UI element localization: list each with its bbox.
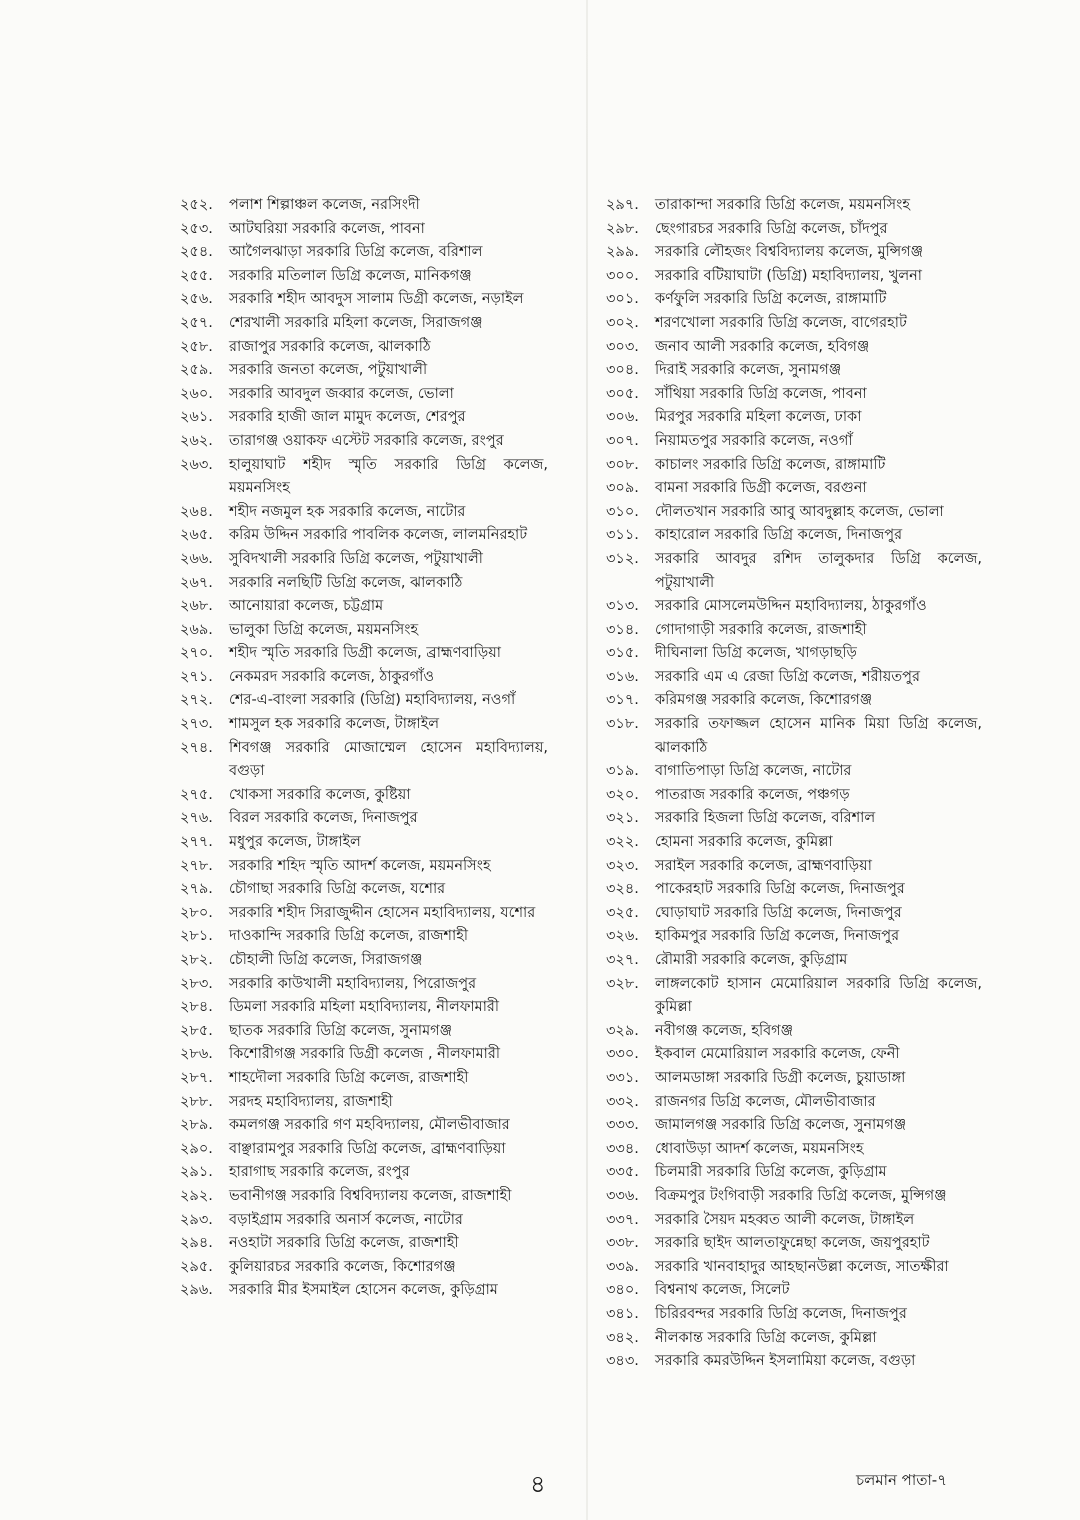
college-name: ঘোড়াঘাট সরকারি ডিগ্রি কলেজ, দিনাজপুর (655, 904, 902, 921)
item-number: ৩৩২. (606, 1093, 639, 1110)
college-name: শিবগঞ্জ সরকারি মোজাম্মেল হোসেন মহাবিদ্যালয়, বগুড়া (229, 739, 548, 780)
college-name: দাওকান্দি সরকারি ডিগ্রি কলেজ, রাজশাহী (229, 928, 468, 945)
list-item (606, 855, 982, 879)
item-number: ৩০২. (606, 314, 639, 331)
list-item (180, 1232, 548, 1256)
list-item (180, 831, 548, 855)
college-name: কাহারোল সরকারি ডিগ্রি কলেজ, দিনাজপুর (655, 527, 903, 544)
list-item (606, 949, 982, 973)
college-name: নিয়ামতপুর সরকারি কলেজ, নওগাঁ (655, 432, 853, 449)
item-number: ২৯০. (180, 1140, 213, 1157)
college-name: সরাইল সরকারি কলেজ, ব্রাহ্মণবাড়িয়া (655, 857, 872, 874)
list-item (180, 784, 548, 808)
college-name: সরকারি কমরউদ্দিন ইসলামিয়া কলেজ, বগুড়া (655, 1353, 916, 1370)
college-name: বড়াইগ্রাম সরকারি অনার্স কলেজ, নাটোর (229, 1211, 463, 1228)
list-item (180, 1020, 548, 1044)
item-number: ৩৩১. (606, 1069, 639, 1086)
item-number: ৩০০. (606, 267, 639, 284)
list-item (606, 619, 982, 643)
item-number: ২৮১. (180, 928, 213, 945)
college-name: বামনা সরকারি ডিগ্রী কলেজ, বরগুনা (655, 480, 867, 497)
list-item (180, 619, 548, 643)
college-name: ছাতক সরকারি ডিগ্রি কলেজ, সুনামগঞ্জ (229, 1022, 453, 1039)
college-name: চৌগাছা সরকারি ডিগ্রি কলেজ, যশোর (229, 881, 446, 898)
list-item (606, 1043, 982, 1067)
item-number: ৩২২. (606, 834, 639, 851)
list-item (606, 312, 982, 336)
college-name: হাকিমপুর সরকারি ডিগ্রি কলেজ, দিনাজপুর (655, 928, 900, 945)
college-name: সরকারি জনতা কলেজ, পটুয়াখালী (229, 362, 428, 379)
college-name: ভবানীগঞ্জ সরকারি বিশ্ববিদ্যালয় কলেজ, রাজশাহী (229, 1187, 512, 1204)
list-item (180, 572, 548, 596)
list-item (606, 1256, 982, 1280)
college-name: হারাগাছ সরকারি কলেজ, রংপুর (229, 1164, 410, 1181)
list-item (180, 1067, 548, 1091)
list-item (606, 406, 982, 430)
list-item (180, 902, 548, 926)
item-number: ৩৩৮. (606, 1235, 639, 1252)
college-name: জনাব আলী সরকারি কলেজ, হবিগঞ্জ (655, 338, 870, 355)
list-item (180, 312, 548, 336)
item-number: ৩২৪. (606, 881, 639, 898)
item-number: ২৭৭. (180, 834, 213, 851)
list-item (180, 1043, 548, 1067)
list-item (180, 713, 548, 737)
item-number: ৩০৭. (606, 432, 639, 449)
college-name: তারাগঞ্জ ওয়াকফ এস্টেট সরকারি কলেজ, রংপুর (229, 432, 504, 449)
list-item (180, 1114, 548, 1138)
item-number: ৩১৮. (606, 716, 639, 733)
item-number: ৩০৩. (606, 338, 639, 355)
item-number: ২৬৮. (180, 598, 213, 615)
college-name: শহীদ নজমুল হক সরকারি কলেজ, নাটোর (229, 503, 466, 520)
college-name: চৌহালী ডিগ্রি কলেজ, সিরাজগঞ্জ (229, 952, 423, 968)
college-name: কিশোরীগঞ্জ সরকারি ডিগ্রী কলেজ , নীলফামারী (229, 1046, 500, 1063)
college-name: ছেংগারচর সরকারি ডিগ্রি কলেজ, চাঁদপুর (655, 220, 888, 237)
list-item (606, 1303, 982, 1327)
list-item (606, 454, 982, 478)
item-number: ৩৪০. (606, 1282, 639, 1299)
list-item (606, 548, 982, 595)
item-number: ২৭১. (180, 668, 213, 685)
college-name: মধুপুর কলেজ, টাঙ্গাইল (229, 834, 361, 851)
item-number: ২৯৪. (180, 1235, 213, 1252)
list-item (180, 925, 548, 949)
college-name: শহীদ স্মৃতি সরকারি ডিগ্রী কলেজ, ব্রাহ্মণবাড়িয়া (229, 645, 501, 662)
college-name: সরকারি আবদুল জব্বার কলেজ, ভোলা (229, 385, 454, 402)
item-number: ৩৪২. (606, 1329, 639, 1346)
item-number: ২৬৩. (180, 456, 213, 473)
list-item (606, 973, 982, 1020)
item-number: ২৮০. (180, 904, 213, 921)
college-name: সুবিদখালী সরকারি ডিগ্রি কলেজ, পটুয়াখালী (229, 550, 483, 567)
item-number: ৩২০. (606, 786, 639, 803)
college-name: শামসুল হক সরকারি কলেজ, টাঙ্গাইল (229, 716, 440, 733)
item-number: ৩২৩. (606, 857, 639, 874)
list-item (606, 430, 982, 454)
item-number: ৩৩৬. (606, 1187, 639, 1204)
college-name: কমলগঞ্জ সরকারি গণ মহবিদ্যালয়, মৌলভীবাজার (229, 1117, 510, 1134)
college-name: নওহাটা সরকারি ডিগ্রি কলেজ, রাজশাহী (229, 1235, 459, 1252)
college-name: নীলকান্ত সরকারি ডিগ্রি কলেজ, কুমিল্লা (655, 1329, 877, 1346)
item-number: ২৫৭. (180, 314, 213, 331)
list-item (606, 1232, 982, 1256)
list-item (606, 1209, 982, 1233)
list-item (606, 784, 982, 808)
list-item (606, 902, 982, 926)
item-number: ২৭৫. (180, 786, 213, 803)
list-item (180, 1185, 548, 1209)
college-name: শাহদৌলা সরকারি ডিগ্রি কলেজ, রাজশাহী (229, 1069, 469, 1086)
list-item (180, 855, 548, 879)
item-number: ২৮৩. (180, 975, 213, 992)
item-number: ২৮৬. (180, 1046, 213, 1063)
page-number: ৪ (530, 1470, 546, 1498)
college-name: আটঘরিয়া সরকারি কলেজ, পাবনা (229, 220, 425, 237)
list-item (606, 383, 982, 407)
list-item (180, 949, 548, 973)
item-number: ৩২৭. (606, 952, 639, 968)
item-number: ২৮৯. (180, 1117, 213, 1134)
item-number: ৩২৮. (606, 975, 639, 992)
list-item (180, 359, 548, 383)
list-item (180, 666, 548, 690)
list-item (606, 925, 982, 949)
college-name: বাঞ্ছারামপুর সরকারি ডিগ্রি কলেজ, ব্রাহ্মণবাড়িয়া (229, 1140, 506, 1157)
list-item (606, 1067, 982, 1091)
college-name: শেরখালী সরকারি মহিলা কলেজ, সিরাজগঞ্জ (229, 314, 483, 331)
list-item (606, 1350, 982, 1374)
list-item (606, 1279, 982, 1303)
item-number: ২৮৫. (180, 1022, 213, 1039)
item-number: ২৫৮. (180, 338, 213, 355)
item-number: ৩১১. (606, 527, 639, 544)
college-name: পলাশ শিল্পাঞ্চল কলেজ, নরসিংদী (229, 197, 420, 213)
college-name: কাচালং সরকারি ডিগ্রি কলেজ, রাঙ্গামাটি (655, 456, 886, 473)
list-item (180, 241, 548, 265)
list-item (606, 642, 982, 666)
item-number: ২৭২. (180, 692, 213, 709)
list-item (180, 1138, 548, 1162)
college-name: আলমডাঙ্গা সরকারি ডিগ্রী কলেজ, চুয়াডাঙ্গা (655, 1069, 906, 1086)
item-number: ২৭০. (180, 645, 213, 662)
item-number: ২৬৯. (180, 621, 213, 638)
list-item (606, 1114, 982, 1138)
list-item (606, 359, 982, 383)
college-name: হালুয়াঘাট শহীদ স্মৃতি সরকারি ডিগ্রি কলেজ, ময়মনসিংহ (229, 456, 548, 497)
college-name: সরকারি তফাজ্জল হোসেন মানিক মিয়া ডিগ্রি কলেজ, ঝালকাঠি (655, 716, 982, 756)
item-number: ২৯৬. (180, 1282, 213, 1299)
item-number: ৩৩৩. (606, 1117, 639, 1134)
list-item (180, 642, 548, 666)
list-item (180, 265, 548, 289)
college-name: সরকারি আবদুর রশিদ তালুকদার ডিগ্রি কলেজ, পটুয়াখালী (655, 550, 982, 591)
item-number: ৩৪১. (606, 1305, 639, 1322)
list-item (180, 1256, 548, 1280)
list-item (180, 501, 548, 525)
list-item (180, 454, 548, 501)
item-number: ৩১২. (606, 550, 639, 567)
list-item (606, 807, 982, 831)
item-number: ২৭৪. (180, 739, 213, 756)
college-name: আগৈলঝাড়া সরকারি ডিগ্রি কলেজ, বরিশাল (229, 244, 483, 261)
list-item (606, 713, 982, 760)
college-name: সরকারি বটিয়াঘাটা (ডিগ্রি) মহাবিদ্যালয়, খুলনা (655, 267, 922, 284)
college-name: ধোবাউড়া আদর্শ কলেজ, ময়মনসিংহ (655, 1140, 864, 1157)
item-number: ২৬৬. (180, 550, 213, 567)
college-name: সরকারি মোসলেমউদ্দিন মহাবিদ্যালয়, ঠাকুরগাঁও (655, 598, 927, 615)
college-name: দিরাই সরকারি কলেজ, সুনামগঞ্জ (655, 362, 842, 379)
item-number: ৩০৫. (606, 385, 639, 402)
item-number: ২৬১. (180, 409, 213, 426)
page-fold-shadow (586, 0, 588, 1520)
list-item (606, 288, 982, 312)
college-name: গোদাগাড়ী সরকারি কলেজ, রাজশাহী (655, 621, 867, 638)
item-number: ৩২৫. (606, 904, 639, 921)
list-item (606, 218, 982, 242)
item-number: ২৫৫. (180, 267, 213, 284)
college-name: ডিমলা সরকারি মহিলা মহাবিদ্যালয়, নীলফামারী (229, 999, 500, 1016)
list-item (180, 878, 548, 902)
list-item (180, 406, 548, 430)
item-number: ২৮৪. (180, 999, 213, 1016)
item-number: ৩১৪. (606, 621, 639, 638)
item-number: ৩৩৫. (606, 1164, 639, 1181)
list-item (180, 807, 548, 831)
list-item (180, 1209, 548, 1233)
item-number: ৩০৪. (606, 362, 639, 379)
college-name: দৌলতখান সরকারি আবু আবদুল্লাহ কলেজ, ভোলা (655, 503, 944, 520)
list-item (180, 336, 548, 360)
continued-page-label: চলমান পাতা-৭ (856, 1471, 947, 1489)
college-name: কর্ণফুলি সরকারি ডিগ্রি কলেজ, রাঙ্গামাটি (655, 291, 887, 308)
item-number: ২৬৫. (180, 527, 213, 544)
list-item (606, 501, 982, 525)
college-name: ইকবাল মেমোরিয়াল সরকারি কলেজ, ফেনী (655, 1046, 900, 1063)
college-name: দীঘিনালা ডিগ্রি কলেজ, খাগড়াছড়ি (655, 645, 857, 662)
item-number: ২৬০. (180, 385, 213, 402)
item-number: ৩২১. (606, 810, 639, 827)
list-item (606, 1138, 982, 1162)
list-item (606, 831, 982, 855)
college-name: সরকারি লৌহজং বিশ্ববিদ্যালয় কলেজ, মুন্সিগঞ্জ (655, 244, 924, 261)
college-name: সরকারি এম এ রেজা ডিগ্রি কলেজ, শরীয়তপুর (655, 668, 920, 685)
item-number: ৩০৬. (606, 409, 639, 426)
college-name: করিমগঞ্জ সরকারি কলেজ, কিশোরগঞ্জ (655, 692, 873, 709)
list-item (606, 595, 982, 619)
item-number: ২৯২. (180, 1187, 213, 1204)
college-name: তারাকান্দা সরকারি ডিগ্রি কলেজ, ময়মনসিংহ (655, 197, 910, 213)
list-item (606, 1091, 982, 1115)
item-number: ২৭৯. (180, 881, 213, 898)
list-item (606, 265, 982, 289)
college-name: আনোয়ারা কলেজ, চট্টগ্রাম (229, 598, 384, 615)
list-item (606, 241, 982, 265)
item-number: ২৬২. (180, 432, 213, 449)
list-item (180, 288, 548, 312)
college-name: সরকারি মীর ইসমাইল হোসেন কলেজ, কুড়িগ্রাম (229, 1282, 498, 1299)
item-number: ৩০১. (606, 291, 639, 308)
college-name: সরকারি হিজলা ডিগ্রি কলেজ, বরিশাল (655, 810, 876, 827)
college-name: নবীগঞ্জ কলেজ, হবিগঞ্জ (655, 1022, 794, 1039)
list-item (606, 689, 982, 713)
list-item (606, 477, 982, 501)
item-number: ২৬৭. (180, 574, 213, 591)
college-name: চিরিরবন্দর সরকারি ডিগ্রি কলেজ, দিনাজপুর (655, 1305, 907, 1322)
college-name: রৌমারী সরকারি কলেজ, কুড়িগ্রাম (655, 952, 848, 968)
college-name: ভালুকা ডিগ্রি কলেজ, ময়মনসিংহ (229, 621, 419, 638)
item-number: ২৫৪. (180, 244, 213, 261)
item-number: ৩১৫. (606, 645, 639, 662)
list-item (180, 996, 548, 1020)
item-number: ৩২৯. (606, 1022, 639, 1039)
item-number: ২৯৩. (180, 1211, 213, 1228)
college-name: সরকারি মতিলাল ডিগ্রি কলেজ, মানিকগঞ্জ (229, 267, 472, 284)
college-name: সরকারি হাজী জাল মামুদ কলেজ, শেরপুর (229, 409, 466, 426)
college-name: শের-এ-বাংলা সরকারি (ডিগ্রি) মহাবিদ্যালয়, নওগাঁ (229, 692, 516, 709)
college-name: লাঙ্গলকোট হাসান মেমোরিয়াল সরকারি ডিগ্রি কলেজ, কুমিল্লা (655, 975, 982, 1016)
item-number: ২৫২. (180, 197, 213, 213)
college-name: শরণখোলা সরকারি ডিগ্রি কলেজ, বাগেরহাট (655, 314, 907, 331)
list-item (180, 689, 548, 713)
list-item (180, 1091, 548, 1115)
item-number: ৩০৯. (606, 480, 639, 497)
item-number: ২৯৭. (606, 197, 639, 213)
list-item (606, 666, 982, 690)
college-name: সরকারি শহীদ আবদুস সালাম ডিগ্রী কলেজ, নড়াইল (229, 291, 524, 308)
college-name: বিশ্বনাথ কলেজ, সিলেট (655, 1282, 790, 1299)
item-number: ৩১৬. (606, 668, 639, 685)
list-item (180, 1279, 548, 1303)
item-number: ২৭৩. (180, 716, 213, 733)
item-number: ৩৩৪. (606, 1140, 639, 1157)
item-number: ৩১৭. (606, 692, 639, 709)
college-name: মিরপুর সরকারি মহিলা কলেজ, ঢাকা (655, 409, 862, 426)
college-name: সরকারি নলছিটি ডিগ্রি কলেজ, ঝালকাঠি (229, 574, 463, 591)
college-name: কুলিয়ারচর সরকারি কলেজ, কিশোরগঞ্জ (229, 1258, 456, 1275)
item-number: ২৫৩. (180, 220, 213, 237)
item-number: ২৫৬. (180, 291, 213, 308)
item-number: ২৯১. (180, 1164, 213, 1181)
list-item (606, 1327, 982, 1351)
list-item (180, 973, 548, 997)
item-number: ২৬৪. (180, 503, 213, 520)
item-number: ২৯৯. (606, 244, 639, 261)
item-number: ২৮৭. (180, 1069, 213, 1086)
item-number: ৩১৯. (606, 763, 639, 780)
college-name: সরদহ মহাবিদ্যালয়, রাজশাহী (229, 1093, 393, 1110)
list-item (606, 1185, 982, 1209)
list-item (606, 524, 982, 548)
list-item (606, 878, 982, 902)
right-column-list (606, 194, 982, 1374)
list-item (606, 1161, 982, 1185)
list-item (180, 430, 548, 454)
college-name: সরকারি শহীদ সিরাজুদ্দীন হোসেন মহাবিদ্যালয়, যশোর (229, 904, 536, 921)
item-number: ৩৪৩. (606, 1353, 639, 1370)
item-number: ৩০৮. (606, 456, 639, 473)
college-name: সাঁথিয়া সরকারি ডিগ্রি কলেজ, পাবনা (655, 385, 867, 402)
left-column-list (180, 194, 548, 1303)
college-name: জামালগঞ্জ সরকারি ডিগ্রি কলেজ, সুনামগঞ্জ (655, 1117, 907, 1134)
item-number: ২৯৫. (180, 1258, 213, 1275)
item-number: ২৮২. (180, 952, 213, 968)
college-name: সরকারি ছাইদ আলতাফুন্নেছা কলেজ, জয়পুরহাট (655, 1235, 930, 1252)
item-number: ৩৩০. (606, 1046, 639, 1063)
list-item (606, 760, 982, 784)
college-name: করিম উদ্দিন সরকারি পাবলিক কলেজ, লালমনিরহাট (229, 527, 528, 544)
college-name: চিলমারী সরকারি ডিগ্রি কলেজ, কুড়িগ্রাম (655, 1164, 887, 1181)
college-name: বিক্রমপুর টংগিবাড়ী সরকারি ডিগ্রি কলেজ, মুন্সিগঞ্জ (655, 1187, 947, 1204)
college-name: নেকমরদ সরকারি কলেজ, ঠাকুরগাঁও (229, 668, 434, 685)
item-number: ২৭৮. (180, 857, 213, 874)
list-item (606, 194, 982, 218)
college-name: খোকসা সরকারি কলেজ, কুষ্টিয়া (229, 786, 411, 803)
list-item (180, 524, 548, 548)
college-name: সরকারি খানবাহাদুর আহছানউল্লা কলেজ, সাতক্ষীরা (655, 1258, 949, 1275)
college-name: বিরল সরকারি কলেজ, দিনাজপুর (229, 810, 418, 827)
college-name: হোমনা সরকারি কলেজ, কুমিল্লা (655, 834, 833, 851)
college-name: বাগাতিপাড়া ডিগ্রি কলেজ, নাটোর (655, 763, 852, 780)
list-item (606, 336, 982, 360)
college-name: সরকারি সৈয়দ মহব্বত আলী কলেজ, টাঙ্গাইল (655, 1211, 915, 1228)
list-item (180, 383, 548, 407)
list-item (180, 194, 548, 218)
college-name: সরকারি শহিদ স্মৃতি আদর্শ কলেজ, ময়মনসিংহ (229, 857, 491, 874)
item-number: ২৭৬. (180, 810, 213, 827)
college-name: রাজনগর ডিগ্রি কলেজ, মৌলভীবাজার (655, 1093, 876, 1110)
item-number: ৩১৩. (606, 598, 639, 615)
item-number: ৩৩৭. (606, 1211, 639, 1228)
item-number: ৩৩৯. (606, 1258, 639, 1275)
college-name: পাকেরহাট সরকারি ডিগ্রি কলেজ, দিনাজপুর (655, 881, 905, 898)
item-number: ৩২৬. (606, 928, 639, 945)
college-name: সরকারি কাউখালী মহাবিদ্যালয়, পিরোজপুর (229, 975, 477, 992)
list-item (180, 548, 548, 572)
item-number: ২৫৯. (180, 362, 213, 379)
college-name: পাতরাজ সরকারি কলেজ, পঞ্চগড় (655, 786, 850, 803)
list-item (606, 1020, 982, 1044)
item-number: ২৮৮. (180, 1093, 213, 1110)
list-item (180, 218, 548, 242)
item-number: ৩১০. (606, 503, 639, 520)
item-number: ২৯৮. (606, 220, 639, 237)
college-name: রাজাপুর সরকারি কলেজ, ঝালকাঠি (229, 338, 431, 355)
list-item (180, 595, 548, 619)
list-item (180, 1161, 548, 1185)
list-item (180, 737, 548, 784)
